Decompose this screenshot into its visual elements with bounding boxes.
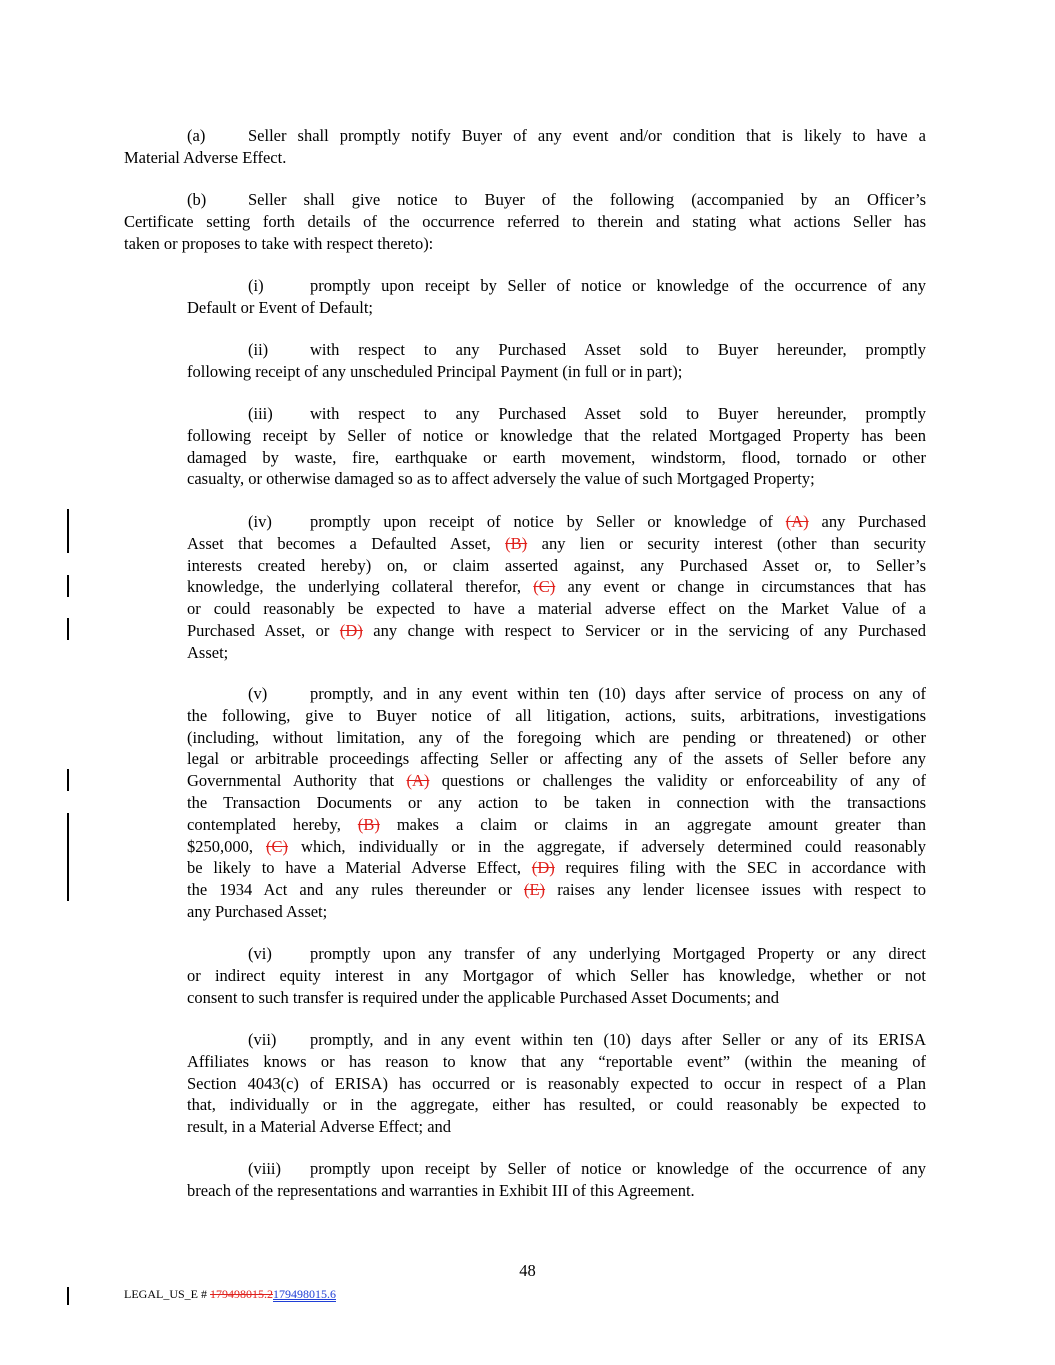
clause-label: (vii): [248, 1030, 277, 1049]
deleted-text: (A): [406, 771, 430, 791]
paragraph-text: Seller shall give notice to Buyer of the following (accompanied by an Officer’s: [248, 190, 926, 209]
clause-text: the 1934 Act and any rules thereunder or: [187, 880, 512, 900]
clause-text: breach of the representations and warranties in Exhibit III of this Agreement.: [187, 1180, 695, 1200]
clause-text: the Transaction Documents or any action to be taken in connection with the transactions: [187, 792, 926, 812]
deleted-text: (A): [785, 512, 809, 531]
change-bar: [67, 509, 69, 553]
clause-text: with respect to any Purchased Asset sold to Buyer hereunder, promptly: [310, 404, 926, 423]
clause-text: or could reasonably be expected to have a material adverse effect on the Market Value of a: [187, 599, 926, 619]
clause-text: makes a claim or claims in an aggregate amount greater than: [396, 814, 926, 834]
clause-viii: [187, 1158, 926, 1202]
paragraph-b: [124, 189, 926, 254]
paragraph-text: Seller shall promptly notify Buyer of any event and/or condition that is likely to have a: [248, 126, 926, 145]
clause-text: any Purchased: [821, 512, 926, 531]
clause-text: Purchased Asset, or: [187, 620, 330, 640]
clause-text: Default or Event of Default;: [187, 297, 374, 317]
deleted-text: (D): [339, 620, 363, 640]
clause-text: that, individually or in the aggregate, either has resulted, or could reasonably be expected to: [187, 1095, 926, 1115]
deleted-text: (B): [357, 814, 380, 834]
clause-ii: [187, 339, 926, 383]
clause-text: promptly, and in any event within ten (10) days after service of process on any of: [310, 684, 926, 703]
clause-label: (iii): [248, 404, 273, 423]
paragraph-label: (b): [187, 190, 207, 209]
clause-text: Section 4043(c) of ERISA) has occurred or is reasonably expected to occur in respect of a Plan: [187, 1073, 926, 1093]
clause-label: (v): [248, 684, 268, 703]
clause-iii: [187, 403, 926, 490]
clause-text: promptly upon receipt by Seller of notice or knowledge of the occurrence of any: [310, 276, 926, 295]
clause-text: legal or arbitrable proceedings affecting Seller or affecting any of the assets of Seller before any: [187, 749, 926, 769]
clause-text: be likely to have a Material Adverse Effect,: [187, 858, 522, 878]
clause-text: following receipt by Seller of notice or knowledge that the related Mortgaged Property has been: [187, 425, 926, 445]
clause-vi: [187, 943, 926, 1008]
page-number: 48: [519, 1261, 536, 1280]
clause-text: result, in a Material Adverse Effect; and: [187, 1117, 452, 1137]
deleted-text: (D): [531, 858, 555, 878]
clause-iv: [187, 511, 926, 664]
footer-deleted-docid: 179498015.2: [210, 1287, 273, 1301]
clause-text: promptly upon any transfer of any underlying Mortgaged Property or any direct: [310, 944, 926, 963]
clause-v: [187, 683, 926, 923]
paragraph-text: taken or proposes to take with respect thereto):: [124, 233, 434, 253]
deleted-text: (C): [266, 836, 289, 856]
change-bar: [67, 1287, 69, 1305]
clause-vii: [187, 1029, 926, 1138]
change-bar: [67, 575, 69, 597]
clause-text: consent to such transfer is required under the applicable Purchased Asset Documents; and: [187, 987, 779, 1007]
clause-label: (ii): [248, 340, 269, 359]
clause-text: the following, give to Buyer notice of all litigation, actions, suits, arbitrations, investigations: [187, 705, 926, 725]
clause-label: (vi): [248, 944, 272, 963]
footer-prefix: LEGAL_US_E #: [124, 1287, 207, 1301]
clause-text: promptly upon receipt by Seller of notice or knowledge of the occurrence of any: [310, 1159, 926, 1178]
clause-text: Asset;: [187, 642, 229, 662]
clause-text: any event or change in circumstances that has: [567, 577, 927, 597]
clause-text: interests created hereby) on, or claim asserted against, any Purchased Asset or, to Seller’s: [187, 555, 926, 575]
paragraph-a: [124, 125, 926, 169]
clause-label: (viii): [248, 1159, 281, 1178]
paragraph-text: Material Adverse Effect.: [124, 147, 287, 167]
clause-text: any Purchased Asset;: [187, 901, 328, 921]
clause-text: questions or challenges the validity or enforceability of any of: [441, 771, 927, 791]
document-footer: [124, 1287, 336, 1302]
clause-text: knowledge, the underlying collateral therefor,: [187, 577, 522, 597]
clause-text: promptly upon receipt of notice by Seller or knowledge of: [310, 512, 773, 531]
clause-text: Affiliates knows or has reason to know that any “reportable event” (within the meaning of: [187, 1051, 926, 1071]
clause-text: or indirect equity interest in any Mortgagor of which Seller has knowledge, whether or not: [187, 965, 926, 985]
clause-text: Governmental Authority that: [187, 771, 395, 791]
change-bar: [67, 618, 69, 640]
clause-i: [187, 275, 926, 319]
clause-text: contemplated hereby,: [187, 814, 341, 834]
clause-text: $250,000,: [187, 836, 253, 856]
clause-text: which, individually or in the aggregate, if adversely determined could reasonably: [301, 836, 926, 856]
clause-text: requires filing with the SEC in accordance with: [565, 858, 927, 878]
clause-text: casualty, or otherwise damaged so as to affect adversely the value of such Mortgaged Property;: [187, 469, 815, 489]
footer-inserted-docid: 179498015.6: [273, 1287, 336, 1301]
clause-text: (including, without limitation, any of the foregoing which are pending or threatened) or other: [187, 727, 926, 747]
clause-text: any change with respect to Servicer or in the servicing of any Purchased: [373, 620, 927, 640]
paragraph-label: (a): [187, 126, 206, 145]
clause-text: following receipt of any unscheduled Principal Payment (in full or in part);: [187, 361, 683, 381]
clause-text: any lien or security interest (other than security: [541, 533, 927, 553]
clause-label: (i): [248, 276, 264, 295]
deleted-text: (C): [533, 577, 556, 597]
deleted-text: (E): [523, 880, 546, 900]
paragraph-text: Certificate setting forth details of the occurrence referred to therein and stating what actions Seller has: [124, 211, 926, 231]
clause-text: damaged by waste, fire, earthquake or earth movement, windstorm, flood, tornado or other: [187, 447, 926, 467]
deleted-text: (B): [505, 533, 528, 553]
change-bar: [67, 813, 69, 901]
clause-label: (iv): [248, 512, 272, 531]
change-bar: [67, 769, 69, 791]
clause-text: Asset that becomes a Defaulted Asset,: [187, 533, 491, 553]
clause-text: promptly, and in any event within ten (10) days after Seller or any of its ERISA: [310, 1030, 926, 1049]
clause-text: raises any lender licensee issues with respect to: [557, 880, 927, 900]
clause-text: with respect to any Purchased Asset sold to Buyer hereunder, promptly: [310, 340, 926, 359]
